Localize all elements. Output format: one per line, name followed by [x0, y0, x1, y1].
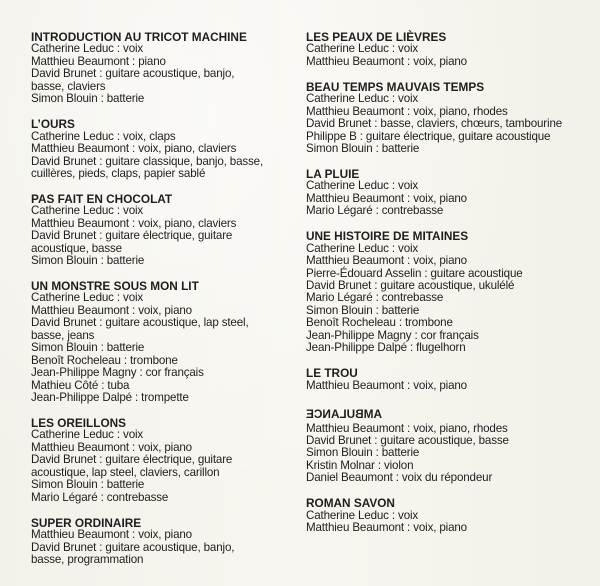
musician-credit: David Brunet : guitare acoustique, ukulélé — [306, 279, 515, 293]
musician-credit: Jean-Philippe Dalpé : flugelhorn — [306, 341, 466, 355]
musician-credit: David Brunet : guitare acoustique, basse — [306, 433, 509, 447]
musician-credit: Catherine Leduc : voix — [306, 508, 419, 522]
musician-credit: Mario Légaré : contrebasse — [306, 291, 444, 305]
musician-credit: David Brunet : guitare électrique, guitare — [31, 229, 233, 243]
track-title: UN MONSTRE SOUS MON LIT — [31, 279, 199, 294]
musician-credit: basse, programmation — [31, 552, 144, 566]
musician-credit: Jean-Philippe Magny : cor français — [31, 366, 204, 380]
musician-credit: Matthieu Beaumont : voix, piano — [306, 378, 467, 392]
musician-credit: Matthieu Beaumont : voix, piano — [31, 528, 192, 542]
musician-credit: Simon Blouin : batterie — [306, 142, 420, 156]
track-credits — [31, 193, 263, 268]
track-credits — [31, 417, 263, 504]
musician-credit: Mario Légaré : contrebasse — [306, 204, 444, 218]
musician-credit: David Brunet : guitare acoustique, lap steel, — [31, 316, 249, 330]
track-title: PAS FAIT EN CHOCOLAT — [31, 191, 173, 206]
musician-credit: Matthieu Beaumont : voix, piano — [306, 521, 467, 535]
track-title: LE TROU — [306, 366, 358, 381]
musician-credit: Matthieu Beaumont : voix, piano, claviers — [31, 142, 237, 156]
track-credits — [31, 517, 263, 567]
musician-credit: Matthieu Beaumont : voix, piano — [306, 54, 467, 68]
track-credits — [31, 31, 263, 106]
musician-credit: Catherine Leduc : voix — [31, 428, 144, 442]
musician-credit: Simon Blouin : batterie — [31, 92, 145, 106]
musician-credit: Catherine Leduc : voix — [306, 92, 419, 106]
track-credits — [31, 118, 263, 180]
musician-credit: Simon Blouin : batterie — [306, 446, 420, 460]
musician-credit: Matthieu Beaumont : piano — [31, 54, 166, 68]
credits-column-right — [306, 31, 562, 547]
musician-credit: David Brunet : guitare classique, banjo, basse, — [31, 154, 264, 168]
track-title: L’OURS — [31, 117, 75, 132]
track-credits — [306, 81, 562, 156]
musician-credit: Catherine Leduc : voix — [306, 179, 419, 193]
musician-credit: basse, jeans — [31, 328, 95, 342]
musician-credit: Pierre-Édouard Asselin : guitare acoustique — [306, 266, 523, 280]
musician-credit: Simon Blouin : batterie — [306, 303, 420, 317]
musician-credit: David Brunet : guitare acoustique, banjo, — [31, 540, 235, 554]
track-title: LES OREILLONS — [31, 415, 127, 430]
musician-credit: Benoît Rocheleau : trombone — [306, 316, 453, 330]
musician-credit: Catherine Leduc : voix — [31, 291, 144, 305]
track-credits — [306, 367, 562, 392]
musician-credit: acoustique, basse — [31, 241, 122, 255]
musician-credit: Simon Blouin : batterie — [31, 341, 145, 355]
musician-credit: Mario Légaré : contrebasse — [31, 490, 169, 504]
musician-credit: David Brunet : guitare acoustique, banjo, — [31, 67, 235, 81]
track-title — [306, 408, 382, 420]
track-credits — [306, 497, 562, 534]
track-title: LES PEAUX DE LIÈVRES — [306, 30, 447, 44]
musician-credit: David Brunet : guitare électrique, guitare — [31, 453, 233, 467]
musician-credit: Matthieu Beaumont : voix, piano — [31, 440, 192, 454]
musician-credit: Matthieu Beaumont : voix, piano — [31, 303, 192, 317]
musician-credit: acoustique, lap steel, claviers, carillon — [31, 465, 220, 479]
musician-credit: Matthieu Beaumont : voix, piano, claviers — [31, 216, 237, 230]
musician-credit: Catherine Leduc : voix — [31, 42, 144, 56]
musician-credit: Mathieu Côté : tuba — [31, 378, 130, 392]
track-title: INTRODUCTION AU TRICOT MACHINE — [31, 30, 247, 44]
musician-credit: Catherine Leduc : voix — [31, 204, 144, 218]
musician-credit: Daniel Beaumont : voix du répondeur — [306, 471, 493, 485]
mirrored-track-title: AMBULANCE — [306, 406, 383, 421]
musician-credit: Jean-Philippe Magny : cor français — [306, 328, 479, 342]
musician-credit: David Brunet : basse, claviers, chœurs, tambourine — [306, 117, 563, 131]
musician-credit: Catherine Leduc : voix, claps — [31, 129, 176, 143]
musician-credit: Simon Blouin : batterie — [31, 254, 145, 268]
musician-credit: Matthieu Beaumont : voix, piano — [306, 191, 467, 205]
track-title: BEAU TEMPS MAUVAIS TEMPS — [306, 79, 485, 94]
musician-credit: Jean-Philippe Dalpé : trompette — [31, 391, 189, 405]
musician-credit: Benoît Rocheleau : trombone — [31, 353, 178, 367]
track-credits — [306, 31, 562, 68]
musician-credit: Simon Blouin : batterie — [31, 478, 145, 492]
musician-credit: Matthieu Beaumont : voix, piano, rhodes — [306, 104, 508, 118]
credits-column-left — [31, 31, 263, 579]
musician-credit: Matthieu Beaumont : voix, piano, rhodes — [306, 421, 508, 435]
musician-credit: Matthieu Beaumont : voix, piano — [306, 254, 467, 268]
musician-credit: Catherine Leduc : voix — [306, 241, 419, 255]
track-title: SUPER ORDINAIRE — [31, 515, 142, 530]
track-title: ROMAN SAVON — [306, 496, 395, 511]
track-credits — [306, 230, 562, 355]
track-credits — [31, 280, 263, 405]
track-credits — [306, 405, 562, 485]
track-title: LA PLUIE — [306, 166, 360, 181]
musician-credit: Kristin Molnar : violon — [306, 458, 414, 472]
musician-credit: basse, claviers — [31, 79, 106, 93]
musician-credit: cuillères, pieds, claps, papier sablé — [31, 166, 206, 180]
track-credits — [306, 168, 562, 218]
musician-credit: Catherine Leduc : voix — [306, 42, 419, 56]
track-title: UNE HISTOIRE DE MITAINES — [306, 229, 469, 244]
musician-credit: Philippe B : guitare électrique, guitare acoustique — [306, 129, 551, 143]
